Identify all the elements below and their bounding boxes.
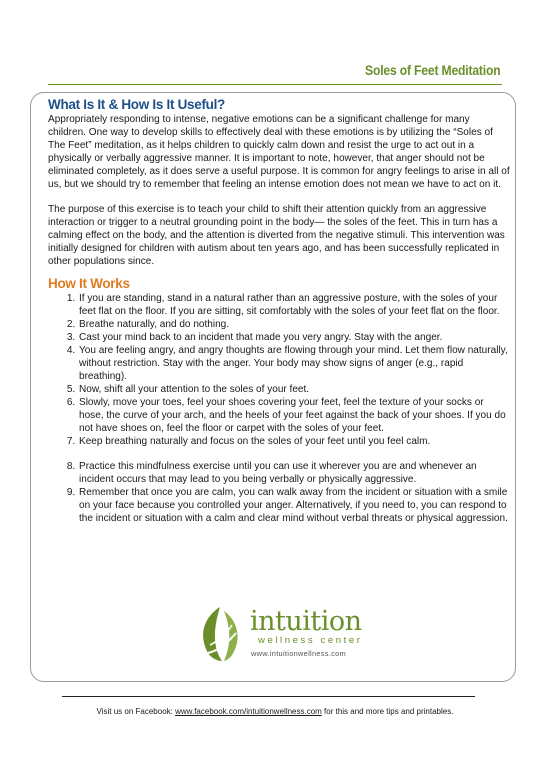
leaf-icon	[190, 603, 250, 665]
list-item: 4. You are feeling angry, and angry thoughts are flowing through your mind. Let them flow naturally, without restriction. Stay with the anger. Your body may show signs of anger (e.g., rapid breathing).	[78, 344, 510, 383]
list-item: 5. Now, shift all your attention to the soles of your feet.	[78, 383, 510, 396]
list-item: 1. If you are standing, stand in a natural rather than an aggressive posture, with the soles of your feet flat on the floor. If you are sitting, sit comfortably with the soles of your feet flat on the floor.	[78, 292, 510, 318]
purpose-paragraph: The purpose of this exercise is to teach your child to shift their attention quickly from an aggressive interaction or trigger to a neutral grounding point in the body— the soles of the feet. This in turn has a calming effect on the body, and the attention is diverted from the negative stimuli. This intervention was initially designed for children with autism about ten years ago, and has been successfully replicated in other populations since.	[48, 204, 505, 267]
logo-wordmark: intuition	[250, 606, 362, 637]
header-divider	[48, 84, 502, 85]
steps-list	[48, 292, 510, 525]
list-item: 6. Slowly, move your toes, feel your shoes covering your feet, feel the texture of your socks or hose, the curve of your arch, and the heels of your feet against the back of your shoes. If you do not have shoes on, feel the floor or carpet with the soles of your feet.	[78, 396, 510, 435]
logo-tagline: wellness center	[258, 635, 363, 646]
section-heading-what-is-it: What Is It & How Is It Useful?	[48, 97, 226, 112]
list-item: 8. Practice this mindfulness exercise until you can use it wherever you are and whenever an incident occurs that may lead to you being verbally or physically aggressive.	[78, 460, 510, 486]
main-content	[48, 97, 510, 525]
footer	[0, 707, 550, 716]
footer-prefix: Visit us on Facebook:	[96, 707, 176, 716]
footer-suffix: for this and more tips and printables.	[321, 707, 454, 716]
list-item: 3. Cast your mind back to an incident that made you very angry. Stay with the anger.	[78, 331, 510, 344]
list-item: 7. Keep breathing naturally and focus on the soles of your feet until you feel calm.	[78, 435, 510, 448]
intro-paragraph: Appropriately responding to intense, negative emotions can be a significant challenge for many children. One way to develop skills to effectively deal with these emotions is by utilizing the “Soles of The Feet” meditation, as it helps children to quickly calm down and resist the urge to act out in a physically or verbally aggressive manner. It is important to note, however, that anger should not be eliminated completely, as it does serve a useful purpose. It is common for angry feelings to arise in all of us, but we should try to remember that feeling an intense emotion does not mean we have to act on it.	[48, 114, 510, 190]
facebook-link[interactable]: www.facebook.com/intuitionwellness.com	[175, 707, 322, 716]
page-title: Soles of Feet Meditation	[364, 63, 500, 78]
list-item: 9. Remember that once you are calm, you can walk away from the incident or situation with a smile on your face because you controlled your anger. Alternatively, if you need to, you can respond to the incident or situation with a calm and clear mind without verbal threats or physical aggression.	[78, 486, 510, 525]
list-item: 2. Breathe naturally, and do nothing.	[78, 318, 510, 331]
logo-url: www.intuitionwellness.com	[251, 649, 346, 658]
footer-divider	[62, 696, 475, 697]
intuition-logo	[190, 603, 370, 665]
section-heading-how-it-works: How It Works	[48, 276, 130, 291]
